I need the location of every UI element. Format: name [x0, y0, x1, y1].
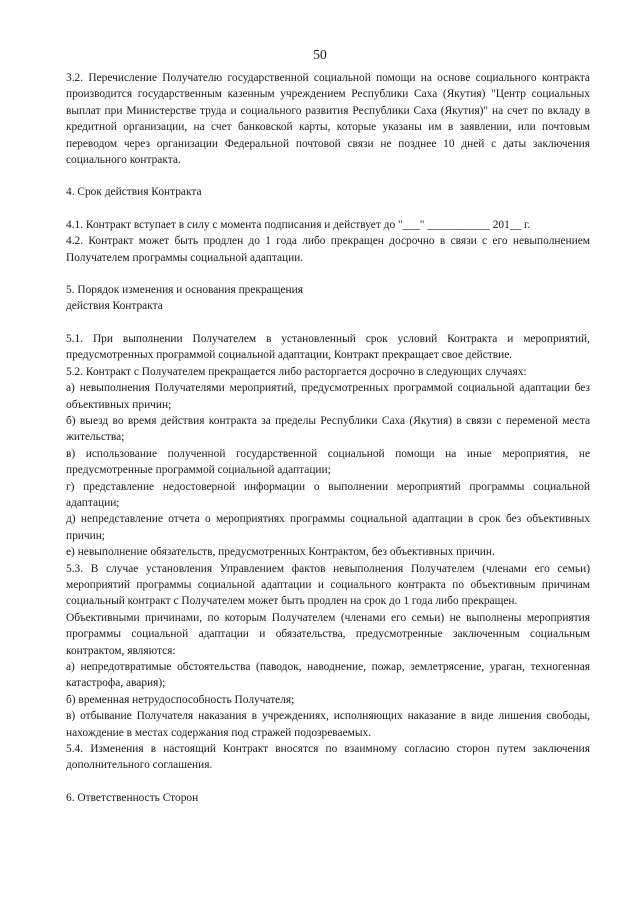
paragraph-gap	[66, 315, 590, 331]
section-heading: 5. Порядок изменения и основания прекращения	[66, 284, 303, 297]
paragraph: 5.1. При выполнении Получателем в установленный срок условий Контракта и мероприятий, предусмотренных программой социальной адаптации, Контракт прекращает свое действие.	[66, 332, 590, 362]
paragraph: 4.1. Контракт вступает в силу с момента подписания и действует до "___" ___________ 201__ г.	[66, 218, 531, 231]
paragraph: 5.2. Контракт с Получателем прекращается либо расторгается досрочно в следующих случаях:	[66, 365, 527, 378]
paragraph-gap	[66, 168, 590, 184]
document-body	[66, 70, 590, 806]
paragraph: 5.4. Изменения в настоящий Контракт вносятся по взаимному согласию сторон путем заключения дополнительного соглашения.	[66, 743, 590, 772]
paragraph: а) невыполнения Получателями мероприятий, предусмотренных программой социальной адаптации без объективных причин;	[66, 382, 590, 411]
paragraph-gap	[66, 774, 590, 790]
paragraph: б) временная нетрудоспособность Получателя;	[66, 693, 295, 706]
paragraph-gap	[66, 201, 590, 217]
paragraph: Объективными причинами, по которым Получателем (членами его семьи) не выполнены мероприятия программы социальной адаптации и обязательства, предусмотренные заключенным социальным контрактом, являются:	[66, 611, 590, 657]
paragraph: в) отбывание Получателя наказания в учреждениях, исполняющих наказание в виде лишения свободы, нахождение в местах содержания под стражей подозреваемых.	[66, 710, 590, 739]
paragraph: а) непредотвратимые обстоятельства (паводок, наводнение, пожар, землетрясение, ураган, техногенная катастрофа, авария);	[66, 661, 590, 690]
paragraph: б) выезд во время действия контракта за пределы Республики Саха (Якутия) в связи с переменой места жительства;	[66, 414, 590, 444]
paragraph: д) непредставление отчета о мероприятиях программы социальной адаптации в срок без объективных причин;	[66, 513, 590, 542]
paragraph: г) представление недостоверной информации о выполнении мероприятий программы социальной адаптации;	[66, 480, 590, 509]
section-heading: 6. Ответственность Сторон	[66, 791, 199, 804]
paragraph-gap	[66, 266, 590, 282]
page-number: 50	[313, 47, 327, 62]
paragraph: в) использование полученной государственной социальной помощи на иные мероприятия, не предусмотренные программой социальной адаптации;	[66, 447, 590, 477]
paragraph: е) невыполнение обязательств, предусмотренных Контрактом, без объективных причин.	[66, 546, 495, 559]
paragraph: 3.2. Перечисление Получателю государственной социальной помощи на основе социального контракта производится государственным казенным учреждением Республики Саха (Якутия) "Центр социальных выплат при Министерстве труда и социального развития Республики Саха (Якутия)" на счет по вкладу в кредитной организации, на счет банковской карты, которые указаны им в заявлении, или почтовым переводом через организации Федеральной почтовой связи не позднее 10 дней с даты заключения социального контракта.	[66, 72, 590, 167]
section-heading: действия Контракта	[66, 300, 163, 313]
paragraph: 4.2. Контракт может быть продлен до 1 года либо прекращен досрочно в связи с его невыполнением Получателем программы социальной адаптации.	[66, 235, 590, 264]
paragraph: 5.3. В случае установления Управлением фактов невыполнения Получателем (членами его семьи) мероприятий программы социальной адаптации и социального контракта по объективным причинам социальный контракт с Получателем может быть продлен на срок до 1 года либо прекращен.	[66, 562, 590, 608]
section-heading: 4. Срок действия Контракта	[66, 186, 202, 199]
